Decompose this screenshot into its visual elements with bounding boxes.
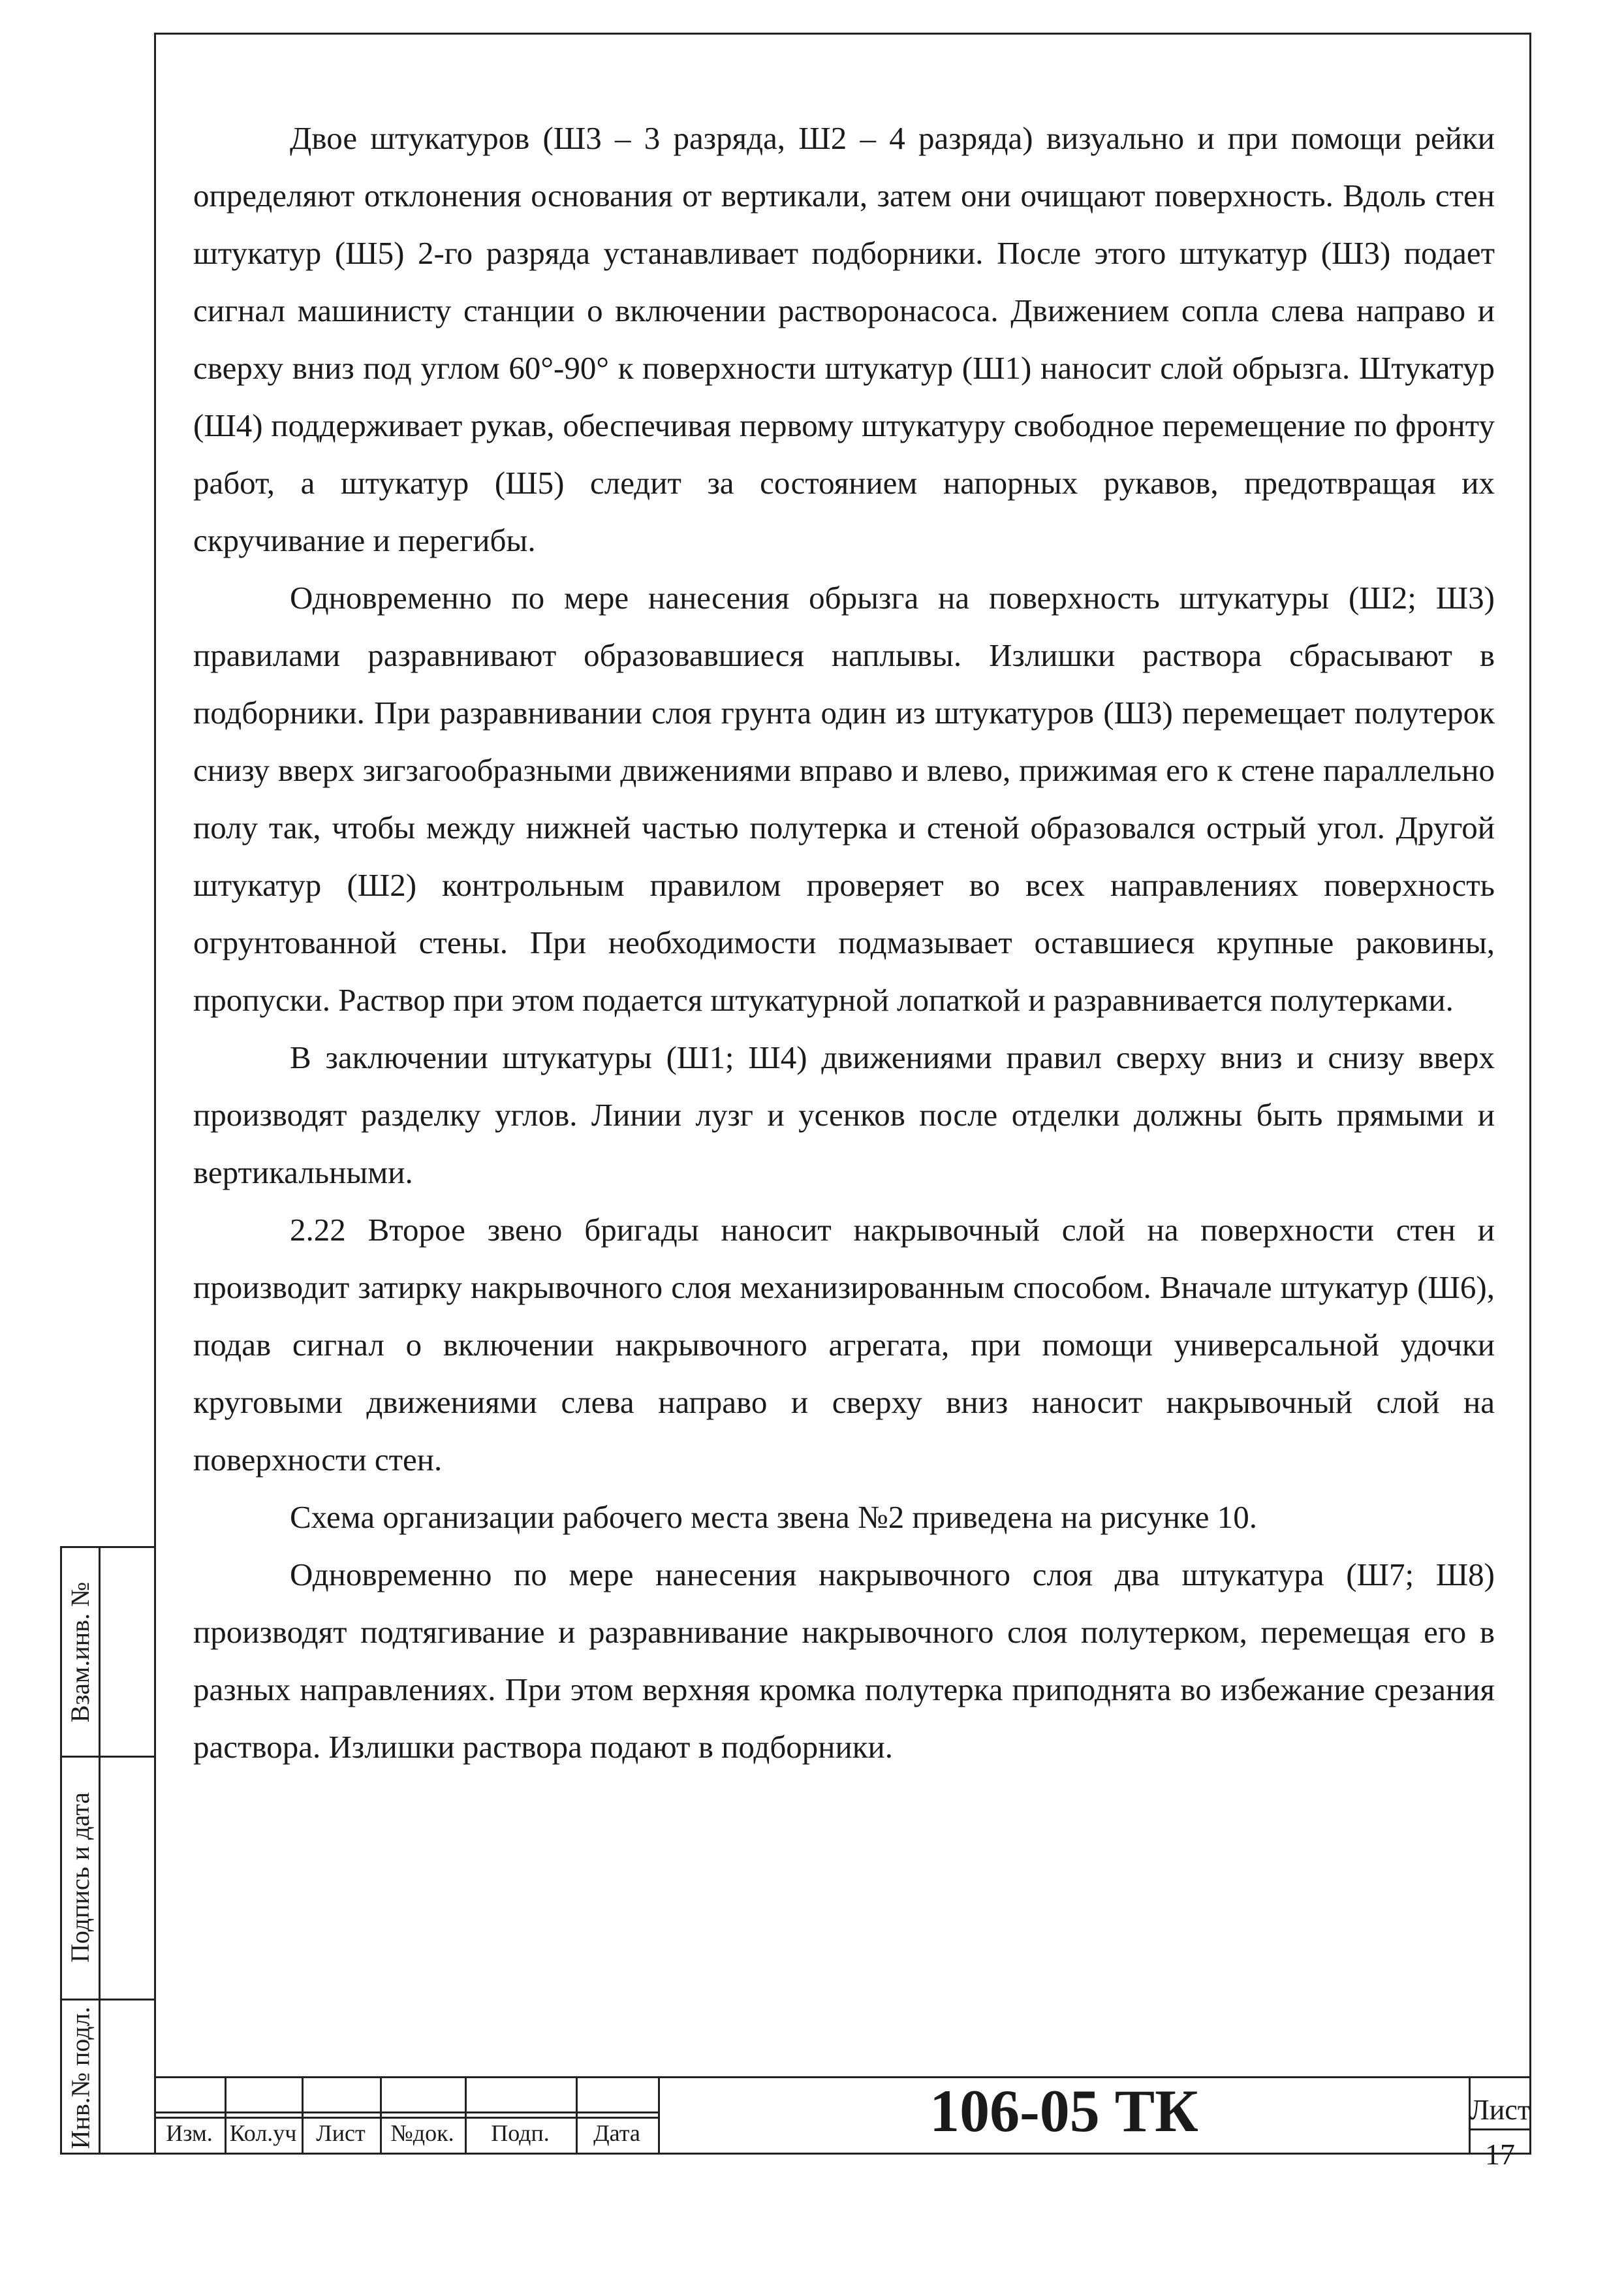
paragraph-6: Одновременно по мере нанесения накрывочного слоя два штукатура (Ш7; Ш8) производят подтягивание и разравнивание накрывочного слоя полутерком, перемещая его в разных направлениях. При этом верхняя кромка полутерка приподнята во избежание срезания раствора. Излишки раствора подают в подборники.: [193, 1557, 1495, 1765]
paragraph-2: Одновременно по мере нанесения обрызга на поверхность штукатуры (Ш2; Ш3) правилами разравнивают образовавшиеся наплывы. Излишки раствора сбрасывают в подборники. При разравнивании слоя грунта один из штукатуров (Ш3) перемещает полутерок снизу вверх зигзагообразными движениями вправо и влево, прижимая его к стене параллельно полу так, чтобы между нижней частью полутерка и стеной образовался острый угол. Другой штукатур (Ш2) контрольным правилом проверяет во всех направлениях поверхность огрунтованной стены. При необходимости подмазывает оставшиеся крупные раковины, пропуски. Раствор при этом подается штукатурной лопаткой и разравнивается полутерками.: [193, 580, 1495, 1018]
header-izm: Изм.: [166, 2120, 213, 2146]
header-n-dok: №док.: [390, 2120, 454, 2146]
inv-podl-cell: [62, 1999, 99, 2157]
vzam-inv-cell: [62, 1548, 99, 1756]
vzam-inv-label: Взам.инв. №: [65, 1581, 95, 1722]
paragraph-5: Схема организации рабочего места звена №2 приведена на рисунке 10.: [290, 1499, 1257, 1535]
podpis-data-label: Подпись и дата: [65, 1792, 95, 1963]
document-body: [193, 110, 1495, 1776]
document-code: 106-05 ТК: [929, 2078, 1198, 2144]
inv-podl-label: Инв.№ подл.: [65, 2006, 95, 2149]
header-list: Лист: [316, 2120, 366, 2146]
paragraph-4: 2.22 Второе звено бригады наносит накрывочный слой на поверхности стен и производит затирку накрывочного слоя механизированным способом. Вначале штукатур (Ш6), подав сигнал о включении накрывочного агрегата, при помощи универсальной удочки круговыми движениями слева направо и сверху вниз наносит накрывочный слой на поверхности стен.: [193, 1212, 1495, 1478]
paragraph-3: В заключении штукатуры (Ш1; Ш4) движениями правил сверху вниз и снизу вверх производят разделку углов. Линии лузг и усенков после отделки должны быть прямыми и вертикальными.: [193, 1039, 1495, 1190]
header-podp: Подп.: [491, 2120, 550, 2146]
header-data: Дата: [593, 2120, 640, 2146]
binding-stamp: [60, 1546, 154, 2155]
header-kol-uch: Кол.уч: [229, 2120, 297, 2146]
sheet-label: Лист: [1469, 2093, 1531, 2126]
paragraph-1: Двое штукатуров (Ш3 – 3 разряда, Ш2 – 4 разряда) визуально и при помощи рейки определяют отклонения основания от вертикали, затем они очищают поверхность. Вдоль стен штукатур (Ш5) 2-го разряда устанавливает подборники. После этого штукатур (Ш3) подает сигнал машинисту станции о включении растворонасоса. Движением сопла слева направо и сверху вниз под углом 60°-90° к поверхности штукатур (Ш1) наносит слой обрызга. Штукатур (Ш4) поддерживает рукав, обеспечивая первому штукатуру свободное перемещение по фронту работ, а штукатур (Ш5) следит за состоянием напорных рукавов, предотвращая их скручивание и перегибы.: [193, 120, 1495, 558]
podpis-data-cell: [62, 1756, 99, 1999]
sheet-number: 17: [1485, 2137, 1515, 2171]
